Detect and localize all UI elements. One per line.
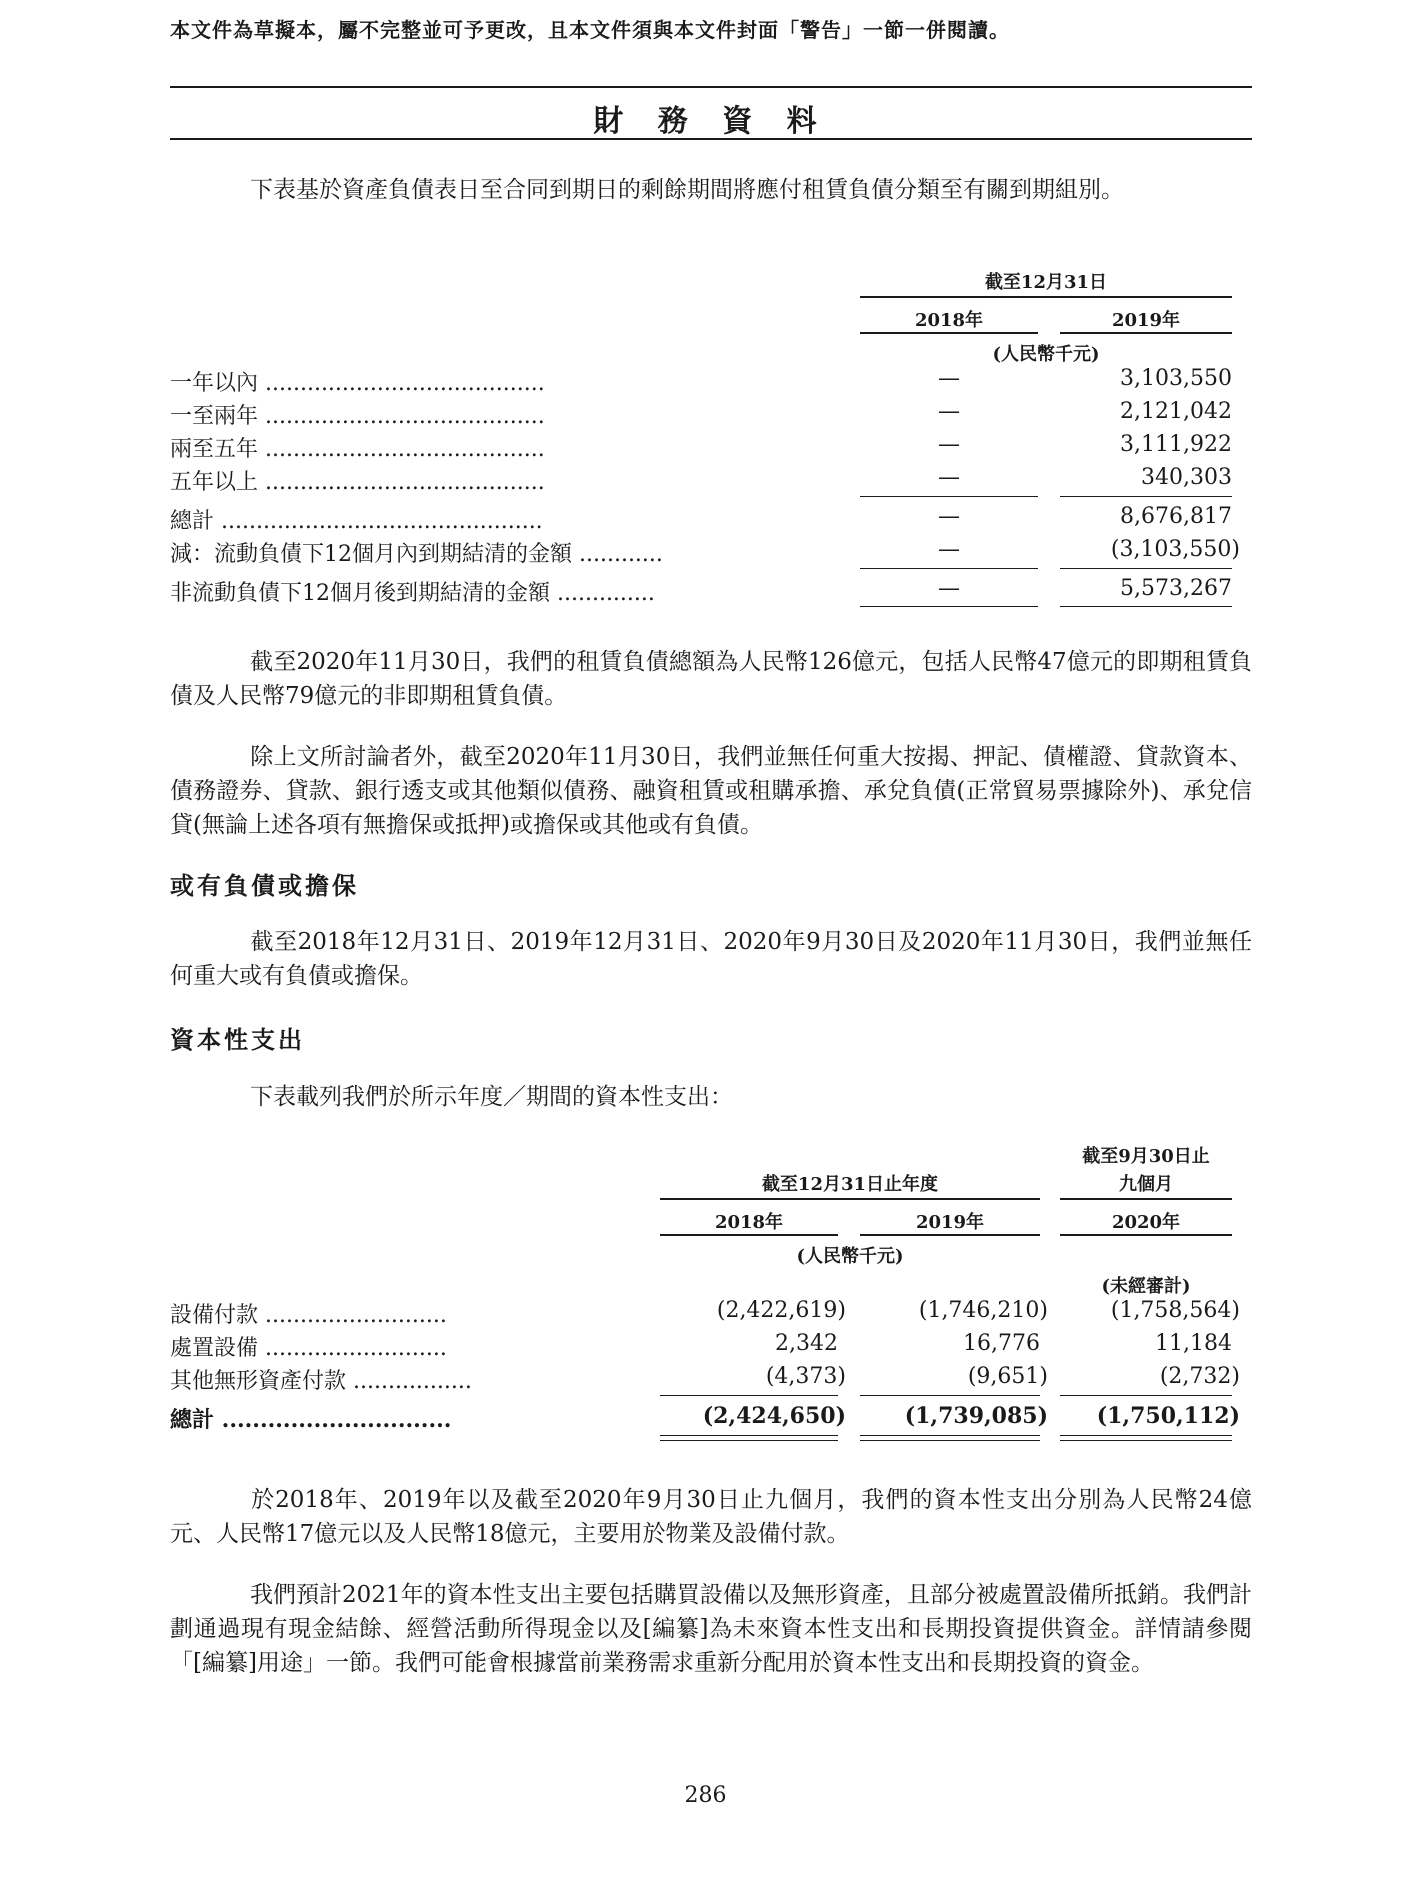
contingent-liabilities-paragraph: 截至2018年12月31日、2019年12月31日、2020年9月30日及2020年11月30日，我們並無任何重大或有負債或擔保。 (170, 929, 1252, 989)
subtotal-rule (1060, 1395, 1232, 1396)
table-rule (1060, 332, 1232, 334)
table-rule (1060, 1234, 1232, 1236)
table-row: 設備付款 .......................... (2,422,619) (1,746,210) (1,758,564) (170, 1298, 1240, 1328)
total-double-rule (660, 1435, 838, 1436)
table-row: 五年以上 ........................................ — 340,303 (170, 465, 1232, 495)
table-row: 一至兩年 ........................................ — 2,121,042 (170, 399, 1232, 429)
table-group-header: 截至12月31日 (984, 272, 1108, 293)
capex-summary-paragraph: 於2018年、2019年以及截至2020年9月30日止九個月，我們的資本性支出分別為人民幣24億元、人民幣17億元以及人民幣18億元，主要用於物業及設備付款。 (170, 1487, 1252, 1547)
lease-summary-paragraph: 截至2020年11月30日，我們的租賃負債總額為人民幣126億元，包括人民幣47億元的即期租賃負債及人民幣79億元的非即期租賃負債。 (170, 649, 1252, 709)
subtotal-rule (1060, 496, 1232, 497)
group-header-years: 截至12月31日止年度 (761, 1174, 939, 1195)
subtotal-rule (860, 568, 1038, 569)
subtotal-rule (1060, 568, 1232, 569)
unit-label: (人民幣千元) (992, 344, 1100, 365)
table-rule (1060, 1198, 1232, 1200)
table-row: 其他無形資產付款 ................. (4,373) (9,651) (2,732) (170, 1364, 1240, 1394)
table-rule (860, 332, 1038, 334)
table-rule (860, 296, 1232, 298)
total-double-rule (1060, 1440, 1232, 1441)
table-rule (860, 1234, 1040, 1236)
title-top-rule (170, 86, 1252, 88)
intro-paragraph: 下表基於資產負債表日至合同到期日的剩餘期間將應付租賃負債分類至有關到期組別。 (250, 177, 1124, 203)
total-double-rule (860, 1440, 1040, 1441)
column-header-2018: 2018年 (714, 1212, 784, 1233)
table-row: 非流動負債下12個月後到期結清的金額 .............. — 5,573,267 (170, 576, 1232, 606)
total-double-rule (860, 1435, 1040, 1436)
unit-label: (人民幣千元) (796, 1246, 904, 1267)
total-rule (860, 606, 1038, 607)
total-double-rule (660, 1440, 838, 1441)
subtotal-rule (860, 496, 1038, 497)
table-row: 兩至五年 ........................................ — 3,111,922 (170, 432, 1232, 462)
table-rule (660, 1234, 838, 1236)
capex-heading: 資本性支出 (170, 1025, 305, 1054)
total-rule (1060, 606, 1232, 607)
table-row: 一年以內 ........................................ — 3,103,550 (170, 366, 1232, 396)
page-number: 286 (684, 1783, 727, 1808)
table-rule (660, 1198, 1040, 1200)
table-row: 處置設備 .......................... 2,342 16,776 11,184 (170, 1331, 1232, 1361)
title-bottom-rule (170, 138, 1252, 140)
total-double-rule (1060, 1435, 1232, 1436)
column-header-2020: 2020年 (1111, 1212, 1181, 1233)
contingent-liabilities-heading: 或有負債或擔保 (170, 871, 359, 900)
column-header-2018: 2018年 (914, 310, 984, 331)
column-header-2019: 2019年 (915, 1212, 985, 1233)
group-header-nine-months-2: 九個月 (1119, 1174, 1173, 1195)
capex-plan-paragraph: 我們預計2021年的資本性支出主要包括購買設備以及無形資產，且部分被處置設備所抵銷。我們計劃通過現有現金結餘、經營活動所得現金以及[編纂]為未來資本性支出和長期投資提供資金。詳情請參閱「[編纂]用途」一節。我們可能會根據當前業務需求重新分配用於資本性支出和長期投資的資金。 (170, 1582, 1252, 1676)
table-row: 總計 .............................................. — 8,676,817 (170, 504, 1232, 534)
unaudited-label: (未經審計) (1101, 1276, 1191, 1297)
capex-intro-paragraph: 下表載列我們於所示年度／期間的資本性支出： (250, 1084, 733, 1110)
table-row: 減：流動負債下12個月內到期結清的金額 ............ — (3,103,550) (170, 537, 1240, 567)
subtotal-rule (660, 1395, 838, 1396)
subtotal-rule (860, 1395, 1040, 1396)
draft-notice: 本文件為草擬本，屬不完整並可予更改，且本文件須與本文件封面「警告」一節一併閱讀。 (170, 18, 1010, 42)
table-row-total: 總計 .............................. (2,424,650) (1,739,085) (1,750,112) (170, 1403, 1240, 1433)
section-title: 財 務 資 料 (593, 104, 829, 139)
column-header-2019: 2019年 (1111, 310, 1181, 331)
group-header-nine-months: 截至9月30日止 (1082, 1146, 1210, 1167)
indebtedness-paragraph: 除上文所討論者外，截至2020年11月30日，我們並無任何重大按揭、押記、債權證、貸款資本、債務證券、貸款、銀行透支或其他類似債務、融資租賃或租購承擔、承兌負債(正常貿易票據除外)、承兌信貸(無論上述各項有無擔保或抵押)或擔保或其他或有負債。 (170, 744, 1252, 838)
